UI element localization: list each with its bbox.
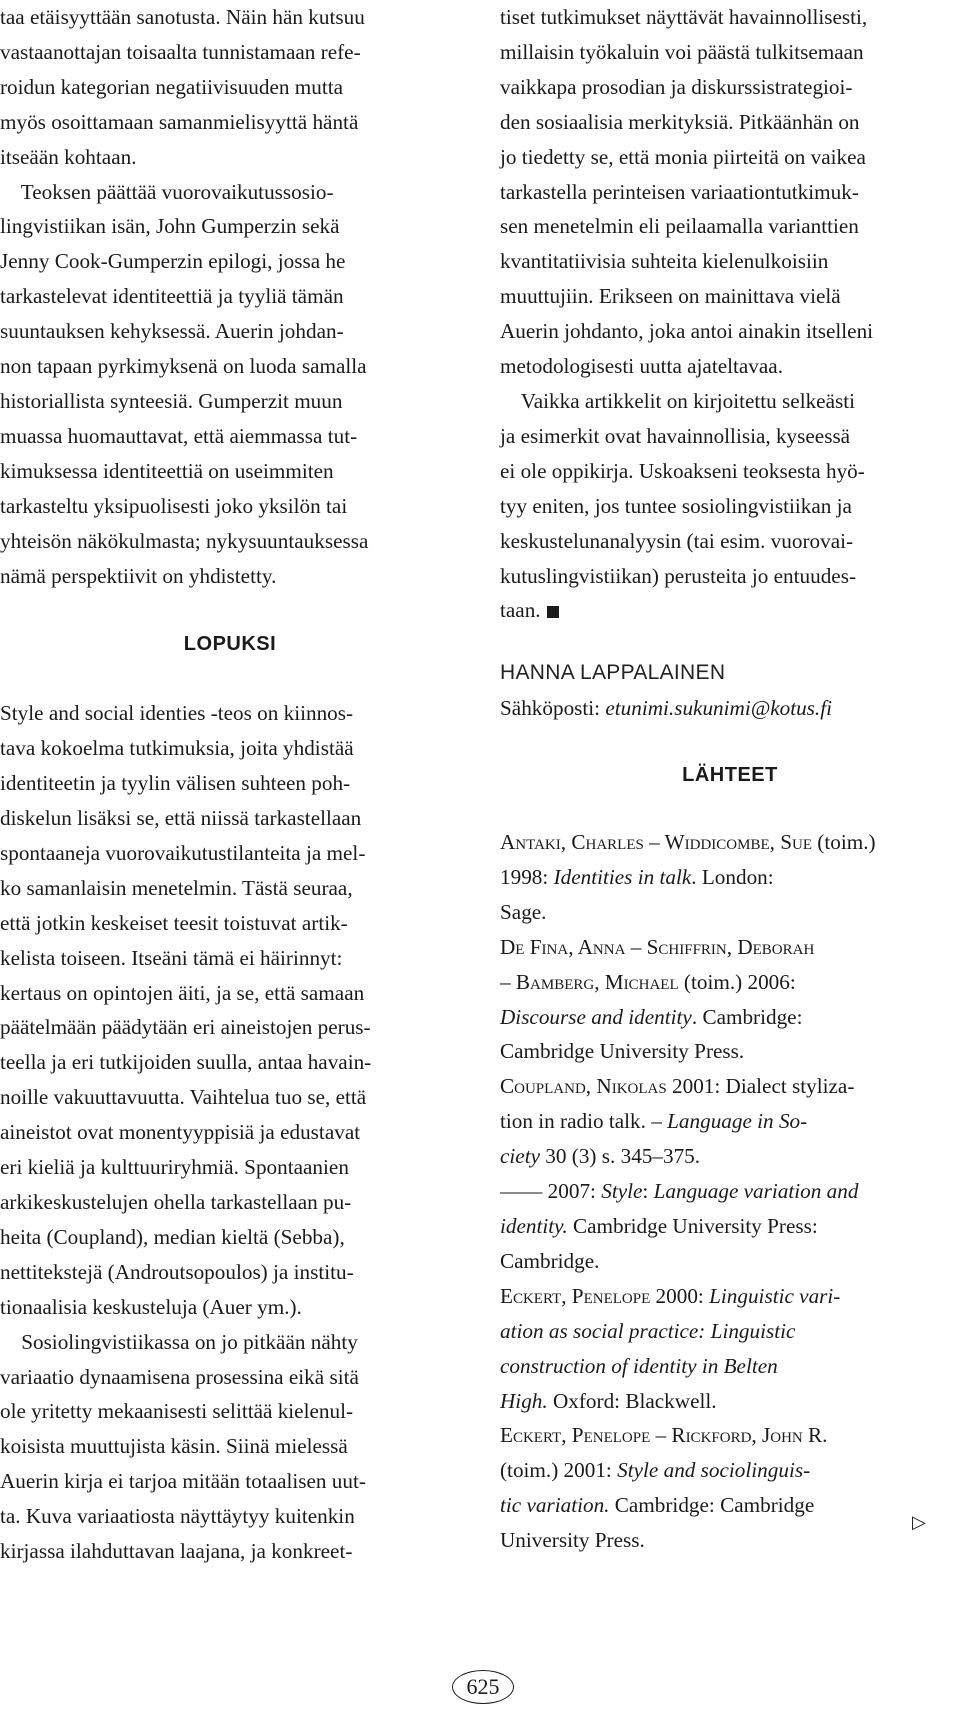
text-line: itseään kohtaan. <box>0 144 137 169</box>
reference-entry <box>500 825 960 930</box>
text-line: nämä perspektiivit on yhdistetty. <box>0 563 277 588</box>
next-page-arrow-icon: ▷ <box>912 1512 926 1532</box>
text-line: tava kokoelma tutkimuksia, joita yhdistää <box>0 736 354 761</box>
text-line: Jenny Cook-Gumperzin epilogi, jossa he <box>0 249 346 274</box>
text-line: muassa huomauttavat, että aiemmassa tut- <box>0 423 358 448</box>
paragraph <box>0 1325 460 1569</box>
reference-line <box>500 895 960 930</box>
section-heading: LOPUKSI <box>183 633 277 656</box>
right-column <box>500 0 960 1558</box>
paragraph <box>0 0 460 175</box>
spacer <box>500 793 960 825</box>
paragraph-last-line <box>500 593 960 628</box>
reference-text: . Cambridge: <box>691 1004 803 1029</box>
text-line: ole yritetty mekaanisesti selittää kielenul- <box>0 1399 354 1424</box>
text-line: tarkastella perinteisen variaationtutkimuk- <box>500 179 859 204</box>
reference-title: ciety <box>500 1144 540 1169</box>
reference-author: Bamberg, Michael <box>515 969 679 994</box>
reference-text: 1998: <box>500 864 554 889</box>
text-line: Style and social identies -teos on kiinnos- <box>0 701 354 726</box>
text-line: jo tiedetty se, että monia piirteitä on vaikea <box>500 144 866 169</box>
text-line: millaisin työkaluin voi päästä tulkitsemaan <box>500 39 864 64</box>
reference-text: 30 (3) s. 345–375. <box>540 1144 701 1169</box>
reference-line <box>500 965 960 1000</box>
text-line: kvantitatiivisia suhteita kielenulkoisiin <box>500 249 829 274</box>
text-line: kertaus on opintojen äiti, ja se, että samaan <box>0 980 365 1005</box>
text-line: teella ja eri tutkijoiden suulla, antaa havain- <box>0 1050 372 1075</box>
text-line: yhteisön näkökulmasta; nykysuuntauksessa <box>0 528 369 553</box>
text-line: tarkasteltu yksipuolisesti joko yksilön tai <box>0 493 348 518</box>
reference-title: Language in So- <box>667 1109 808 1134</box>
text-line: eri kieliä ja kulttuuriryhmiä. Spontaanien <box>0 1155 349 1180</box>
reference-line <box>500 1000 960 1035</box>
email-address[interactable]: etunimi.sukunimi@kotus.fi <box>605 696 832 721</box>
text-line: nettitekstejä (Androutsopoulos) ja institu- <box>0 1259 354 1284</box>
text-line: historiallista synteesiä. Gumperzit muun <box>0 388 343 413</box>
reference-line <box>500 1209 960 1244</box>
end-of-article-mark <box>547 606 559 618</box>
reference-line <box>500 1384 960 1419</box>
email-label: Sähköposti: <box>500 696 606 721</box>
reference-text: . London: <box>691 864 774 889</box>
reference-entry <box>500 1418 960 1558</box>
spacer <box>0 662 460 696</box>
text-line: muuttujiin. Erikseen on mainittava vielä <box>500 284 841 309</box>
reference-line <box>500 1244 960 1279</box>
text-line: koisista muuttujista käsin. Siinä mielessä <box>0 1434 348 1459</box>
reference-text: Oxford: Blackwell. <box>547 1388 717 1413</box>
reference-title: Linguistic vari- <box>709 1283 841 1308</box>
spacer <box>500 726 960 758</box>
reference-entry <box>500 1279 960 1419</box>
email-line <box>500 691 960 726</box>
reference-line <box>500 1034 960 1069</box>
reference-author: Eckert, Penelope <box>500 1283 651 1308</box>
reference-author: De Fina, Anna – Schiffrin, Deborah <box>500 934 815 959</box>
text-line: heita (Coupland), median kieltä (Sebba), <box>0 1224 345 1249</box>
text-line: kelista toiseen. Itseäni tämä ei häirinnyt: <box>0 945 343 970</box>
text-line: metodologisesti uutta ajateltavaa. <box>500 354 784 379</box>
reference-text: —— 2007: <box>500 1179 602 1204</box>
reference-line <box>500 1139 960 1174</box>
text-line: tyy eniten, jos tuntee sosiolingvistiikan ja <box>500 493 852 518</box>
paragraph <box>0 175 460 594</box>
text-line: keskustelunanalyysin (tai esim. vuorovai- <box>500 528 854 553</box>
text-line: spontaaneja vuorovaikutustilanteita ja mel- <box>0 840 366 865</box>
reference-title: construction of identity in Belten <box>500 1353 778 1378</box>
text-line: että jotkin keskeiset teesit toistuvat artik- <box>0 910 348 935</box>
reference-title: Style and sociolinguis- <box>617 1458 811 1483</box>
text-line: Auerin kirja ei tarjoa mitään totaalisen uut- <box>0 1469 366 1494</box>
text-line: den sosiaalisia merkityksiä. Pitkäänhän on <box>500 109 860 134</box>
reference-text: Sage. <box>500 899 547 924</box>
reference-title: High. <box>500 1388 548 1413</box>
paragraph <box>0 696 460 1324</box>
text-line: Sosiolingvistiikassa on jo pitkään nähty <box>0 1329 358 1354</box>
reference-text: University Press. <box>500 1528 645 1553</box>
spacer <box>500 628 960 656</box>
text-line: sen menetelmin eli peilaamalla varianttien <box>500 214 859 239</box>
reference-title: tic variation. <box>500 1493 610 1518</box>
text-line: tiset tutkimukset näyttävät havainnollisesti, <box>500 5 868 29</box>
text-line: Auerin johdanto, joka antoi ainakin itselleni <box>500 319 874 344</box>
reference-text: Cambridge: Cambridge <box>609 1493 815 1518</box>
reference-title: identity. <box>500 1214 568 1238</box>
reference-line <box>500 1418 960 1453</box>
text-line: tionaalisia keskusteluja (Auer ym.). <box>0 1294 302 1319</box>
reference-line <box>500 1104 960 1139</box>
reference-title: Identities in talk <box>553 864 692 889</box>
text-line: vaikkapa prosodian ja diskurssistrategioi- <box>500 74 853 99</box>
text-line: ei ole oppikirja. Uskoakseni teoksesta hyö- <box>500 458 865 483</box>
text-line: myös osoittamaan samanmielisyyttä häntä <box>0 109 359 134</box>
reference-line <box>500 1174 960 1209</box>
references-heading: LÄHTEET <box>682 764 778 787</box>
reference-author: Coupland, Nikolas <box>500 1074 667 1099</box>
reference-text: Cambridge University Press. <box>500 1039 745 1064</box>
author-name: HANNA LAPPALAINEN <box>500 661 726 685</box>
paragraph <box>500 384 960 593</box>
reference-line <box>500 860 960 895</box>
end-text: taan. <box>500 598 541 623</box>
reference-author: Antaki, Charles – Widdicombe, Sue <box>500 830 812 855</box>
reference-line <box>500 1314 960 1349</box>
reference-list <box>500 825 960 1558</box>
reference-text: Cambridge. <box>500 1248 600 1273</box>
text-line: roidun kategorian negatiivisuuden mutta <box>0 74 344 99</box>
reference-line <box>500 1488 960 1523</box>
text-line: kimuksessa identiteettiä on useimmiten <box>0 458 334 483</box>
text-line: ja esimerkit ovat havainnollisia, kyseessä <box>500 423 851 448</box>
text-line: taa etäisyyttään sanotusta. Näin hän kutsuu <box>0 5 365 29</box>
reference-title: ation as social practice: Linguistic <box>500 1318 796 1343</box>
text-line: päätelmään päädytään eri aineistojen perus- <box>0 1015 371 1040</box>
reference-text: 2001: Dialect styliza- <box>666 1074 855 1099</box>
text-line: suuntauksen kehyksessä. Auerin johdan- <box>0 319 344 344</box>
text-line: lingvistiikan isän, John Gumperzin sekä <box>0 214 340 239</box>
reference-author: Eckert, Penelope – Rickford, John R. <box>500 1423 828 1448</box>
reference-entry <box>500 1069 960 1174</box>
text-line: aineistot ovat monentyyppisiä ja edustavat <box>0 1120 361 1145</box>
reference-title: Discourse and identity <box>500 1004 692 1029</box>
reference-text: (toim.) 2006: <box>678 969 796 994</box>
reference-line <box>500 1453 960 1488</box>
page-number: 625 <box>452 1670 514 1704</box>
text-line: vastaanottajan toisaalta tunnistamaan refe- <box>0 39 361 64</box>
paragraph <box>500 0 960 384</box>
text-line: variaatio dynaamisena prosessina eikä sitä <box>0 1364 359 1389</box>
text-line: ta. Kuva variaatiosta näyttäytyy kuitenkin <box>0 1504 355 1529</box>
reference-text: – <box>500 969 516 994</box>
reference-line <box>500 1279 960 1314</box>
left-column <box>0 0 460 1569</box>
spacer <box>0 593 460 627</box>
reference-text: (toim.) 2001: <box>500 1458 618 1483</box>
reference-line <box>500 1349 960 1384</box>
reference-line <box>500 825 960 860</box>
reference-text: tion in radio talk. – <box>500 1109 668 1134</box>
reference-entry <box>500 930 960 1070</box>
reference-title: Language variation and <box>653 1179 859 1204</box>
text-line: ko samanlaisin menetelmin. Tästä seuraa, <box>0 875 353 900</box>
text-line: diskelun lisäksi se, että niissä tarkastellaan <box>0 806 362 831</box>
text-line: identiteetin ja tyylin välisen suhteen poh- <box>0 771 351 796</box>
reference-text: : <box>642 1179 654 1204</box>
text-line: non tapaan pyrkimyksenä on luoda samalla <box>0 354 367 379</box>
text-line: noille vakuuttavuutta. Vaihtelua tuo se, että <box>0 1085 367 1110</box>
reference-text: (toim.) <box>812 830 876 855</box>
text-line: Vaikka artikkelit on kirjoitettu selkeästi <box>500 388 856 413</box>
text-line: tarkastelevat identiteettiä ja tyyliä tämän <box>0 284 344 309</box>
reference-text: 2000: <box>650 1283 710 1308</box>
reference-text: Cambridge University Press: <box>567 1214 818 1238</box>
reference-line <box>500 930 960 965</box>
reference-title: Style <box>601 1179 643 1204</box>
reference-line <box>500 1069 960 1104</box>
text-line: arkikeskustelujen ohella tarkastellaan pu- <box>0 1190 352 1214</box>
text-line: Teoksen päättää vuorovaikutussosio- <box>0 179 334 204</box>
reference-entry <box>500 1174 960 1279</box>
reference-line <box>500 1523 960 1558</box>
text-line: kirjassa ilahduttavan laajana, ja konkreet- <box>0 1539 353 1564</box>
text-line: kutuslingvistiikan) perusteita jo entuudes- <box>500 563 857 588</box>
